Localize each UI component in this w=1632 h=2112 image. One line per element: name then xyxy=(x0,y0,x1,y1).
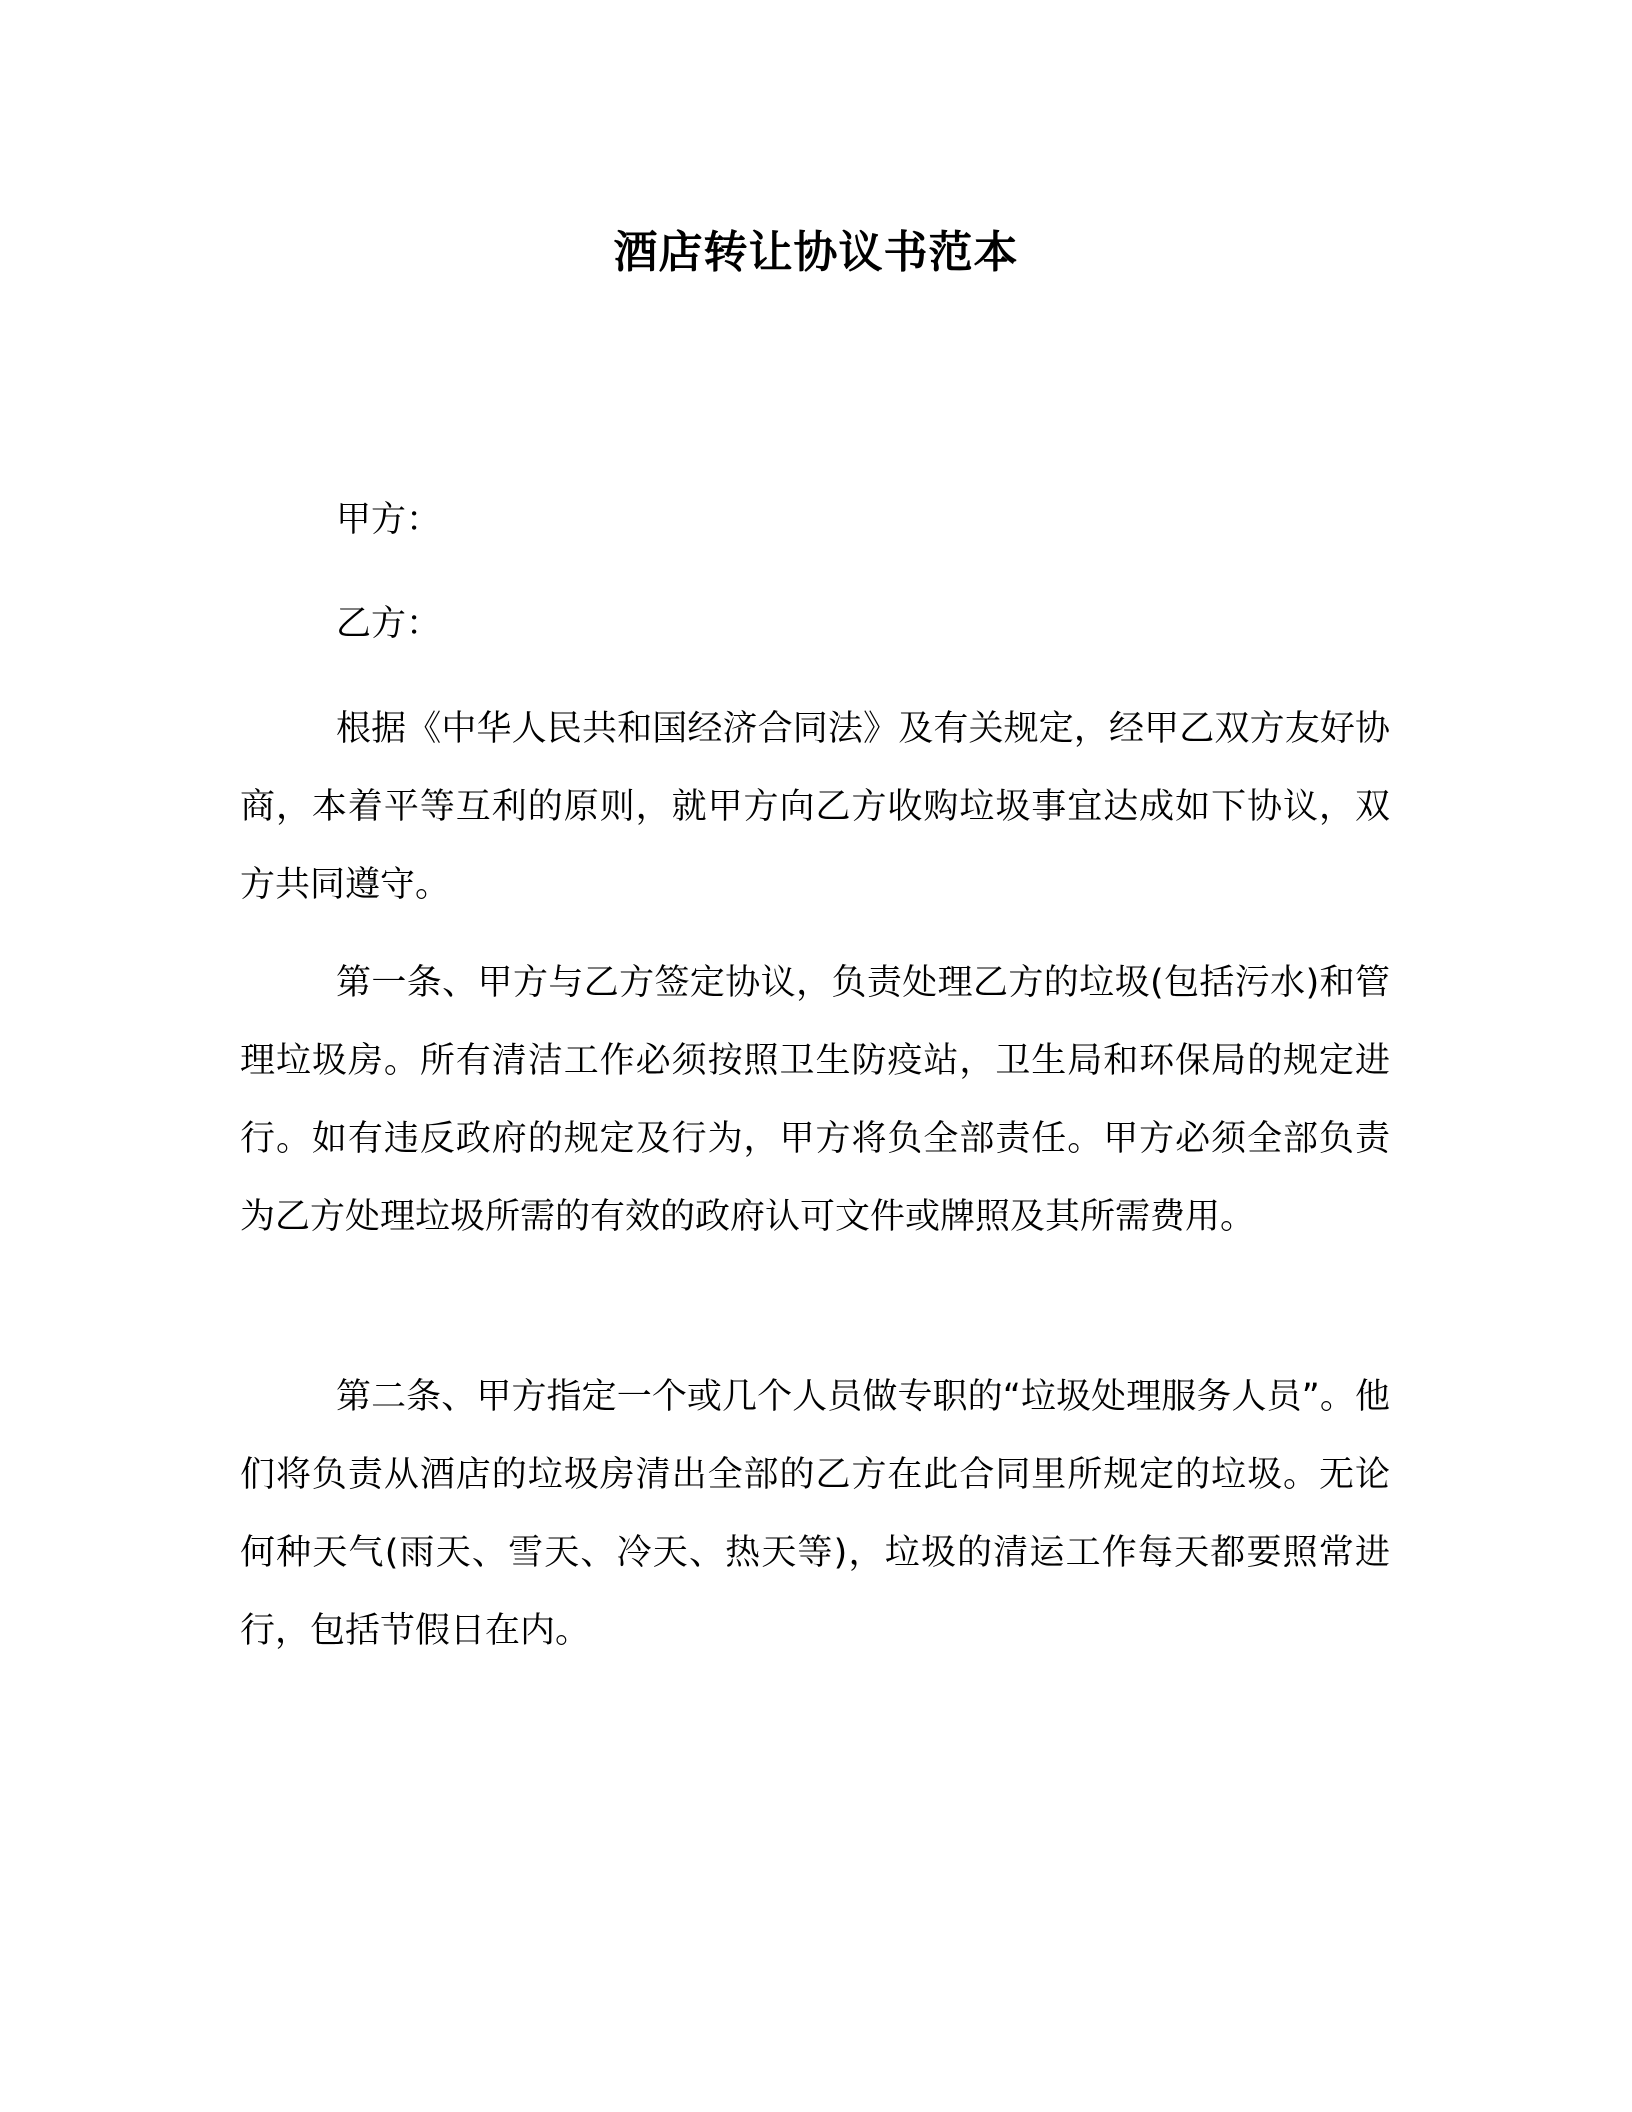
document-title: 酒店转让协议书范本 xyxy=(613,227,1019,278)
intro-paragraph: 根据《中华人民共和国经济合同法》及有关规定，经甲乙双方友好协商，本着平等互利的原则，就甲方向乙方收购垃圾事宜达成如下协议，双方共同遵守。 xyxy=(240,709,1390,905)
article-1-paragraph: 第一条、甲方与乙方签定协议，负责处理乙方的垃圾(包括污水)和管理垃圾房。所有清洁工作必须按照卫生防疫站，卫生局和环保局的规定进行。如有违反政府的规定及行为，甲方将负全部责任。甲方必须全部负责为乙方处理垃圾所需的有效的政府认可文件或牌照及其所需费用。 xyxy=(240,963,1390,1237)
party-a-label: 甲方： xyxy=(336,500,442,540)
party-b-label: 乙方： xyxy=(336,604,442,644)
article-2-paragraph: 第二条、甲方指定一个或几个人员做专职的“垃圾处理服务人员”。他们将负责从酒店的垃圾房清出全部的乙方在此合同里所规定的垃圾。无论何种天气(雨天、雪天、冷天、热天等)，垃圾的清运工作每天都要照常进行，包括节假日在内。 xyxy=(240,1377,1390,1651)
